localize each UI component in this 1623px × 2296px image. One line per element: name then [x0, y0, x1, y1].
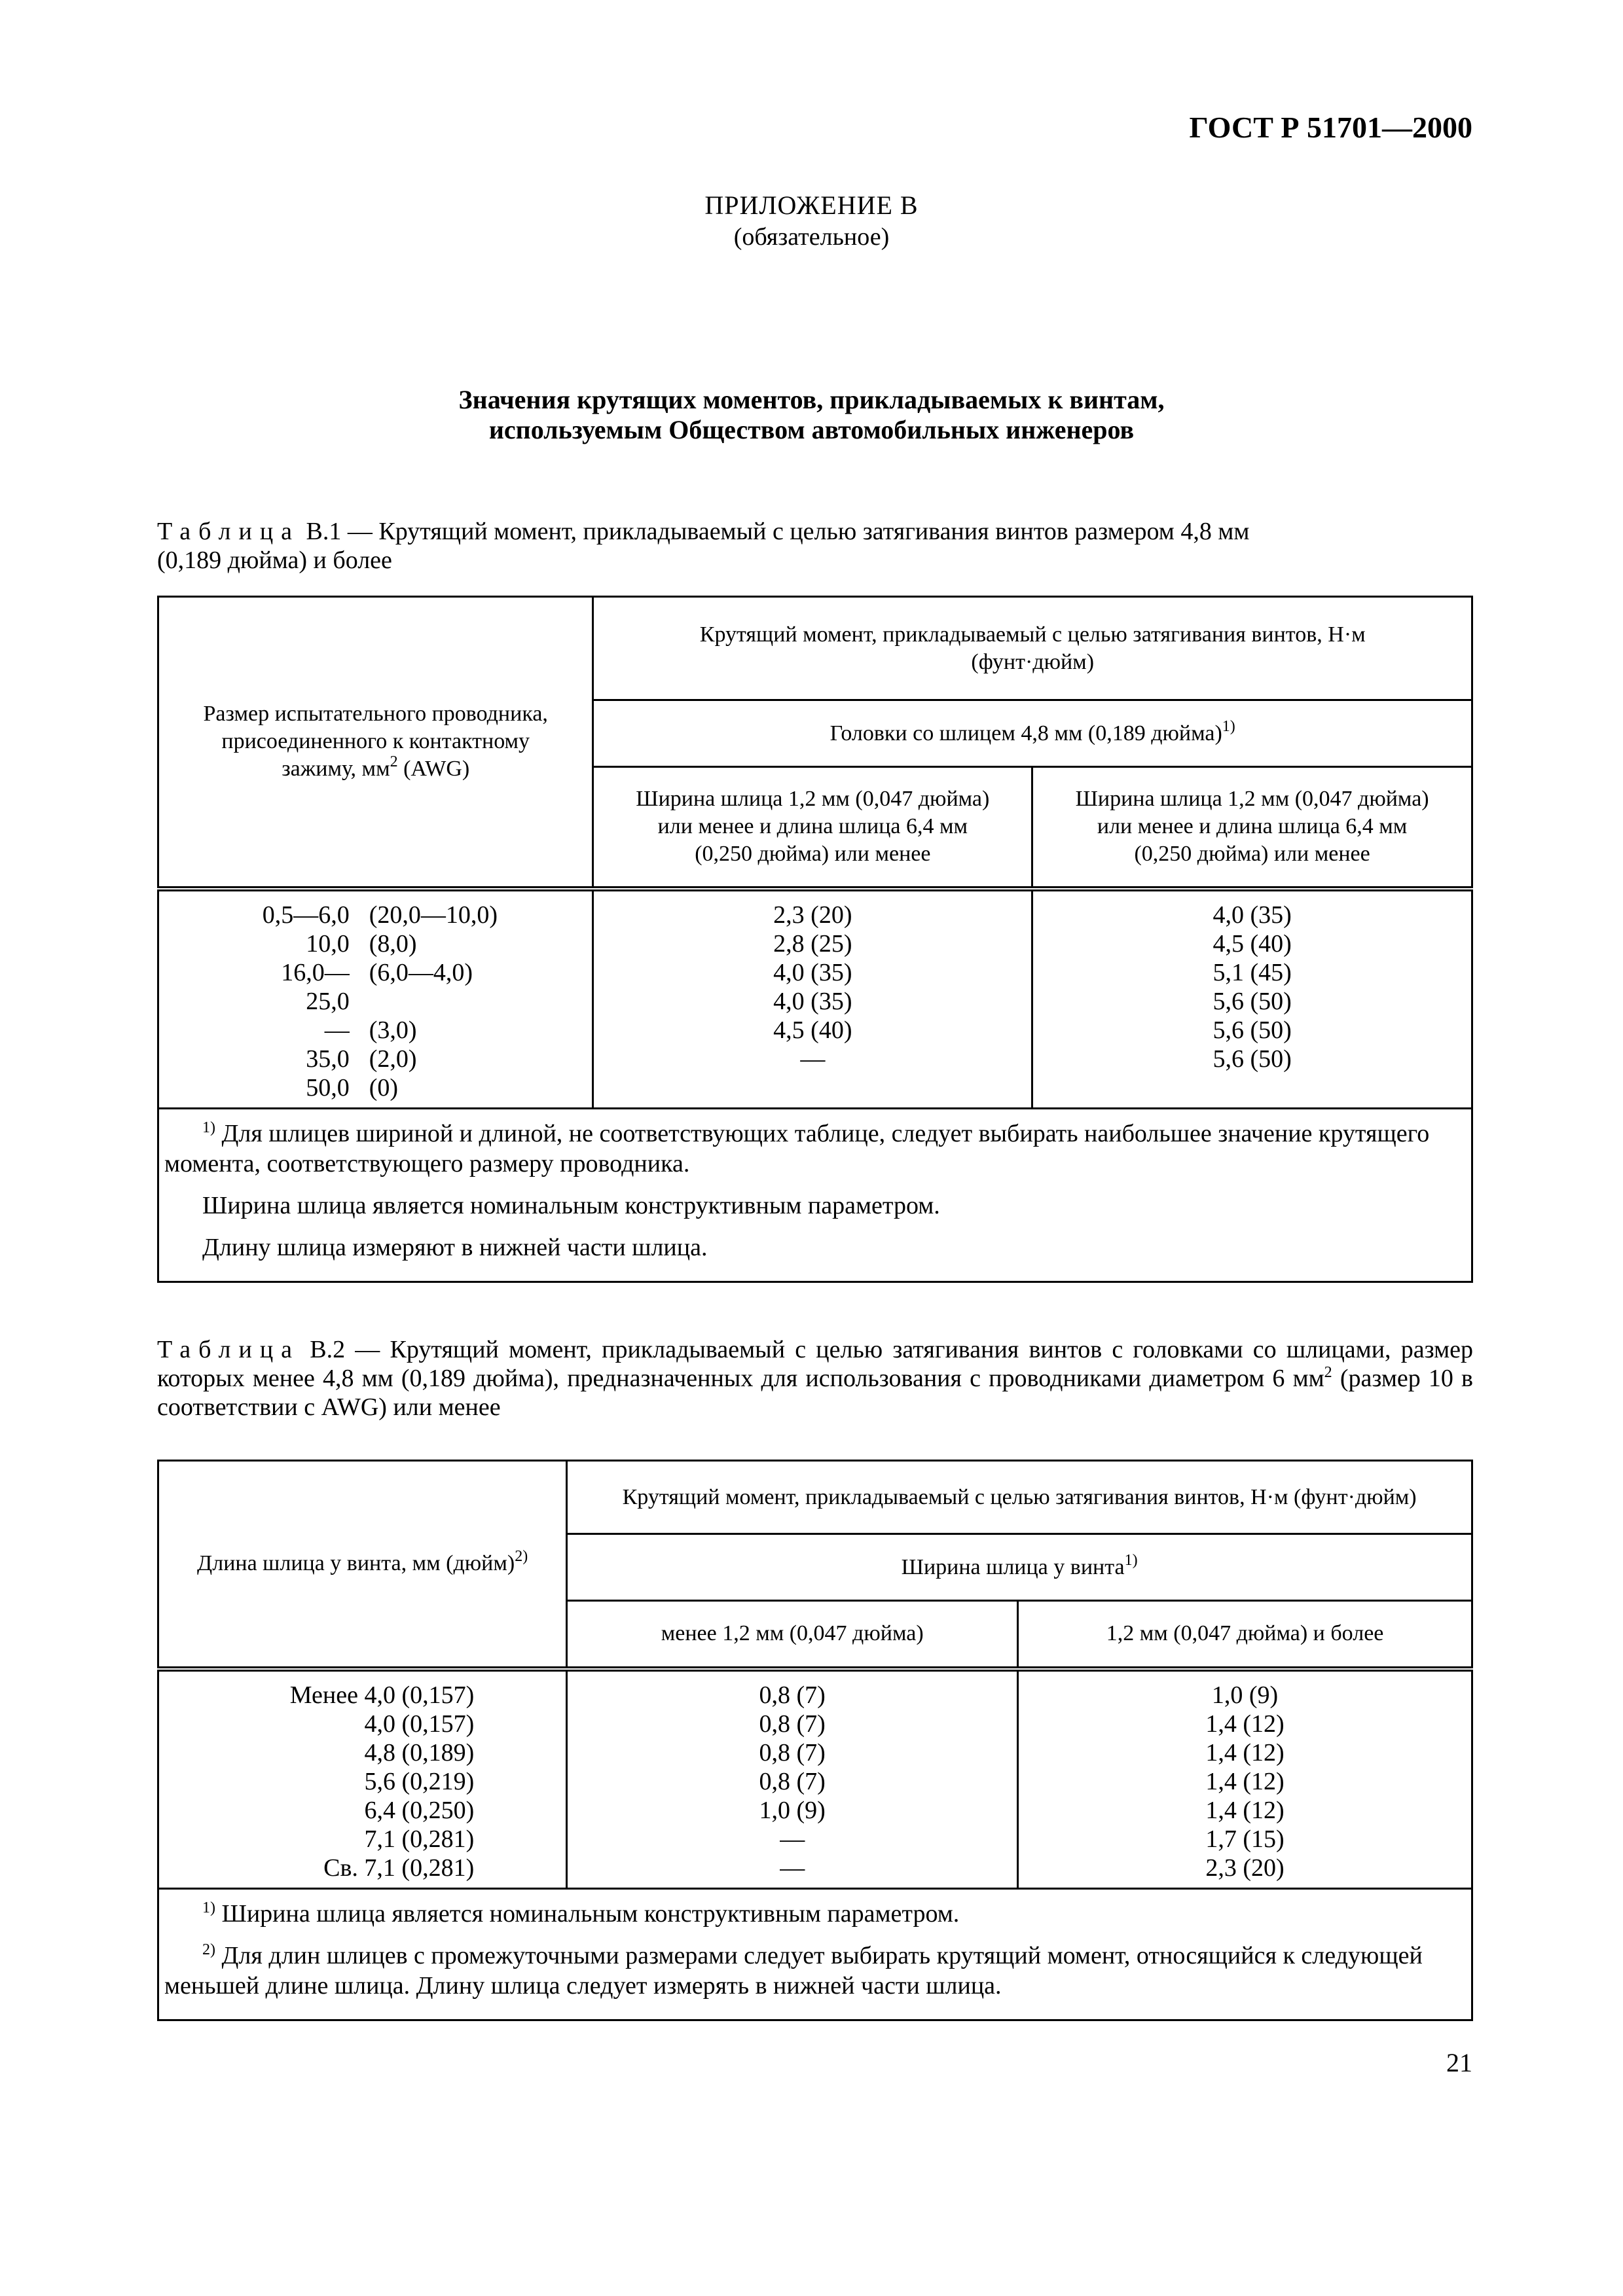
table2-cell-a: 1,0 (9) — [759, 1796, 826, 1824]
table1-col-a — [593, 889, 1032, 1109]
table2-note1-sup: 1) — [202, 1899, 215, 1916]
table1-cell-awg: (20,0—10,0) — [369, 901, 498, 929]
table1-cell-size: — — [324, 1016, 350, 1044]
table1-col-b — [1032, 889, 1472, 1109]
table1-cell-a: 2,3 (20) — [773, 901, 852, 929]
table1-sub-a-line1: Ширина шлица 1,2 мм (0,047 дюйма) — [636, 787, 990, 812]
table1-sub-b-line3: (0,250 дюйма) или менее — [1134, 842, 1370, 867]
table1-torque-header-line1: Крутящий момент, прикладываемый с целью затягивания винтов, Н·м — [699, 622, 1366, 647]
table2-caption-sup: 2 — [1324, 1364, 1332, 1381]
table1-caption-line1: В.1 — Крутящий момент, прикладываемый с целью затягивания винтов размером 4,8 мм — [300, 518, 1250, 545]
table1-caption-word: Таблица — [157, 518, 301, 545]
table1-col1-header-unit: зажиму, мм — [282, 757, 390, 781]
table2-cell-length: 6,4 (0,250) — [364, 1796, 475, 1824]
table1 — [157, 596, 1473, 1283]
table2-col1-header — [158, 1461, 567, 1669]
table2-col1-header-sup: 2) — [515, 1548, 528, 1566]
table1-cell-a: 4,0 (35) — [773, 987, 852, 1015]
appendix-title: ПРИЛОЖЕНИЕ В — [704, 190, 919, 220]
table2-cell-a: 0,8 (7) — [759, 1681, 826, 1709]
table1-cell-size: 0,5—6,0 — [262, 901, 350, 929]
table1-col1-header-awg: (AWG) — [397, 757, 470, 781]
table1-col1-header-line1: Размер испытательного проводника, — [203, 702, 548, 726]
table1-cell-b: 4,5 (40) — [1213, 929, 1292, 958]
table1-note2: Ширина шлица является номинальным конструктивным параметром. — [202, 1191, 940, 1219]
table1-note1-sup: 1) — [202, 1119, 215, 1136]
table1-caption-line2: (0,189 дюйма) и более — [157, 547, 392, 574]
table2-cell-b: 1,4 (12) — [1205, 1710, 1285, 1738]
table1-cell-b: 5,6 (50) — [1213, 1045, 1292, 1073]
table2-width-header — [567, 1534, 1472, 1601]
table1-size-column — [158, 889, 593, 1109]
table1-note1-text: Для шлицев шириной и длиной, не соответствующих таблице, следует выбирать наибольшее значение крутящего момента, соответствующего размеру проводника. — [164, 1119, 1430, 1177]
table2-cell-a: 0,8 (7) — [759, 1767, 826, 1795]
table2-cell-b: 1,4 (12) — [1205, 1767, 1285, 1795]
table1-cell-size: 50,0 — [306, 1073, 350, 1102]
table2 — [157, 1460, 1473, 2021]
standard-code: ГОСТ Р 51701—2000 — [1189, 111, 1472, 144]
table2-cell-length: 4,0 (0,157) — [364, 1710, 475, 1738]
table2-width-header-text: Ширина шлица у винта — [901, 1554, 1125, 1579]
table1-cell-awg: (0) — [369, 1073, 399, 1102]
table2-note1 — [164, 1899, 1466, 1929]
table1-sub-a-line2: или менее и длина шлица 6,4 мм — [657, 814, 968, 839]
table1-col1-header-sup: 2 — [390, 753, 398, 771]
table1-cell-awg: (3,0) — [369, 1016, 417, 1044]
table1-cell-size: 35,0 — [306, 1045, 350, 1073]
table2-cell-length: Менее 4,0 (0,157) — [289, 1681, 475, 1709]
table2-notes — [158, 1888, 1472, 2020]
table2-note1-text: Ширина шлица является номинальным конструктивным параметром. — [215, 1899, 960, 1928]
table1-cell-a: 2,8 (25) — [773, 929, 852, 958]
table2-cell-a: — — [780, 1854, 805, 1882]
table1-caption — [157, 517, 1467, 575]
table2-note2-text: Для длин шлицев с промежуточными размерами следует выбирать крутящий момент, относящийся к следующей меньшей длине шлица. Длину шлица следует измерять в нижней части шлица. — [164, 1941, 1423, 2000]
table2-cell-b: 1,0 (9) — [1211, 1681, 1279, 1709]
table2-caption-end: (размер 10 в соответствии с AWG) или менее — [157, 1365, 1473, 1421]
table2-cell-b: 1,7 (15) — [1205, 1825, 1285, 1853]
table2-sub-header-a: менее 1,2 мм (0,047 дюйма) — [567, 1601, 1018, 1669]
table1-heads-header — [593, 700, 1472, 767]
table1-cell-awg: (2,0) — [369, 1045, 417, 1073]
table2-cell-length: 7,1 (0,281) — [364, 1825, 475, 1853]
table1-notes — [158, 1108, 1472, 1282]
table1-data-row — [158, 889, 1472, 1109]
table1-cell-awg: (8,0) — [369, 929, 417, 958]
table1-sub-a-line3: (0,250 дюйма) или менее — [695, 842, 931, 867]
table2-torque-header: Крутящий момент, прикладываемый с целью затягивания винтов, Н·м (фунт·дюйм) — [567, 1461, 1472, 1534]
table1-sub-b-line1: Ширина шлица 1,2 мм (0,047 дюйма) — [1075, 787, 1429, 812]
table2-caption-word: Таблица — [157, 1336, 301, 1363]
table1-cell-awg: (6,0—4,0) — [369, 958, 473, 986]
section-title-line1: Значения крутящих моментов, прикладываемых к винтам, — [458, 385, 1165, 414]
table1-torque-header — [593, 597, 1472, 700]
table1-cell-size: 16,0—25,0 — [281, 958, 350, 1015]
table1-note1 — [164, 1119, 1466, 1179]
table1-col1-header — [158, 597, 593, 889]
table2-width-header-sup: 1) — [1124, 1551, 1138, 1569]
table1-cell-a: 4,0 (35) — [773, 958, 852, 986]
section-title-line2: используемым Обществом автомобильных инженеров — [488, 415, 1135, 444]
table1-sub-header-b — [1032, 767, 1472, 889]
table2-note2-sup: 2) — [202, 1941, 215, 1958]
table2-note2 — [164, 1941, 1466, 2001]
appendix-subtitle: (обязательное) — [733, 223, 890, 251]
table2-cell-a: 0,8 (7) — [759, 1738, 826, 1767]
table1-cell-a: 4,5 (40) — [773, 1016, 852, 1044]
table2-length-column — [158, 1669, 567, 1889]
table1-cell-b: 5,1 (45) — [1213, 958, 1292, 986]
table2-cell-a: 0,8 (7) — [759, 1710, 826, 1738]
table2-cell-a: — — [780, 1825, 805, 1853]
section-title — [0, 385, 1623, 445]
table2-caption — [157, 1335, 1473, 1422]
table2-cell-b: 1,4 (12) — [1205, 1796, 1285, 1824]
table1-note3: Длину шлица измеряют в нижней части шлица. — [202, 1233, 708, 1261]
table1-heads-header-sup: 1) — [1222, 717, 1235, 735]
table2-cell-b: 1,4 (12) — [1205, 1738, 1285, 1767]
table1-cell-b: 4,0 (35) — [1213, 901, 1292, 929]
table1-cell-a: — — [800, 1045, 826, 1073]
table2-data-row — [158, 1669, 1472, 1889]
page-number: 21 — [1446, 2048, 1472, 2077]
table2-cell-length: 4,8 (0,189) — [364, 1738, 475, 1767]
table2-cell-length: Св. 7,1 (0,281) — [323, 1854, 475, 1882]
table1-cell-b: 5,6 (50) — [1213, 1016, 1292, 1044]
table1-col1-header-line2: присоединенного к контактному — [221, 729, 530, 754]
table2-cell-b: 2,3 (20) — [1205, 1854, 1285, 1882]
table1-torque-header-line2: (фунт·дюйм) — [971, 649, 1095, 674]
table2-col1-header-text: Длина шлица у винта, мм (дюйм) — [197, 1551, 515, 1576]
table2-cell-length: 5,6 (0,219) — [364, 1767, 475, 1795]
table2-caption-text: В.2 — Крутящий момент, прикладываемый с целью затягивания винтов с головками со шлицами, размер которых менее 4,8 мм (0,189 дюйма), предназначенных для использования с проводниками диаметром 6 мм — [157, 1336, 1473, 1392]
table2-col-b — [1018, 1669, 1472, 1889]
table1-col1-header-line3 — [159, 755, 592, 783]
table1-sub-b-line2: или менее и длина шлица 6,4 мм — [1097, 814, 1408, 839]
table2-sub-header-b: 1,2 мм (0,047 дюйма) и более — [1018, 1601, 1472, 1669]
table1-size-grid — [159, 901, 592, 1102]
table1-cell-size: 10,0 — [306, 929, 350, 958]
table1-cell-b: 5,6 (50) — [1213, 987, 1292, 1015]
table1-sub-header-a — [593, 767, 1032, 889]
table2-col-a — [567, 1669, 1018, 1889]
table1-heads-header-text: Головки со шлицем 4,8 мм (0,189 дюйма) — [830, 721, 1222, 745]
